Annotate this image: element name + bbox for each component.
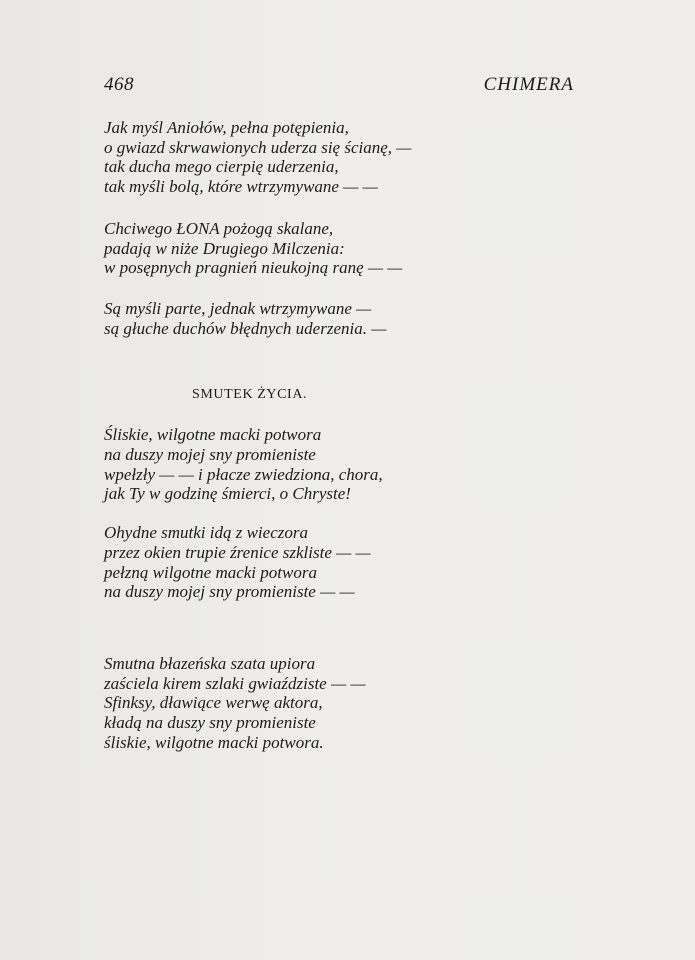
verse-line: kładą na duszy sny promieniste [104,713,316,733]
verse-line: Sfinksy, dławiące werwę aktora, [104,693,323,713]
verse-line: Ohydne smutki idą z wieczora [104,523,308,543]
page-header [104,74,574,98]
verse-line: o gwiazd skrwawionych uderza się ścianę, — [104,137,412,157]
verse-line: Są myśli parte, jednak wtrzymywane — [104,298,372,318]
verse-line: wpełzły — — i płacze zwiedziona, chora, [104,464,383,484]
verse-line: są głuche duchów błędnych uderzenia. — [104,318,387,338]
poem2-stanza-3 [104,654,584,753]
poem-title: SMUTEK ŻYCIA. [192,387,308,403]
running-head: CHIMERA [483,74,574,95]
page-content [104,118,584,752]
poem2-stanza-1 [104,425,584,504]
verse-line: jak Ty w godzinę śmierci, o Chryste! [104,484,351,504]
poem2-stanza-2 [104,523,584,602]
verse-line: w posępnych pragnień nieukojną ranę — — [104,258,403,278]
verse-line: Smutna błazeńska szata upiora [104,653,316,673]
poem1-stanza-3 [104,299,584,338]
verse-line: na duszy mojej sny promieniste [104,445,316,465]
verse-line: przez okien trupie źrenice szkliste — — [104,542,371,562]
verse-line: tak ducha mego cierpię uderzenia, [104,157,339,177]
verse-line: Jak myśl Aniołów, pełna potępienia, [104,118,349,137]
page-number: 468 [104,74,134,95]
verse-line: na duszy mojej sny promieniste — — [104,582,355,602]
verse-line: zaściela kirem szlaki gwiaździste — — [104,673,366,693]
verse-line: tak myśli bolą, które wtrzymywane — — [104,177,378,197]
poem1-stanza-1 [104,118,584,197]
verse-line: padają w niże Drugiego Milczenia: [104,238,345,258]
verse-line: pełzną wilgotne macki potwora [104,562,317,582]
verse-line: Śliskie, wilgotne macki potwora [104,425,322,445]
verse-line: Chciwego ŁONA pożogą skalane, [104,218,334,238]
poem1-stanza-2 [104,219,584,278]
verse-line: śliskie, wilgotne macki potwora. [104,732,324,752]
